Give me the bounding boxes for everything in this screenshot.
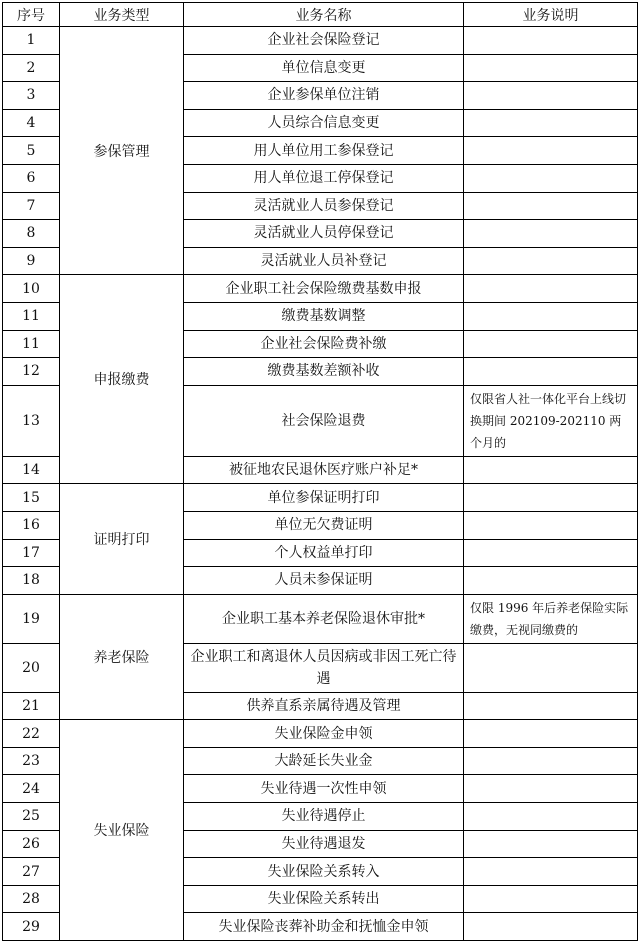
business-name: 用人单位退工停保登记 [184, 164, 464, 192]
business-note [464, 82, 638, 110]
business-name: 企业职工社会保险缴费基数申报 [184, 275, 464, 303]
table-row [3, 275, 638, 303]
row-number: 5 [3, 137, 60, 165]
business-name: 灵活就业人员补登记 [184, 247, 464, 275]
header-name: 业务名称 [184, 3, 464, 27]
business-type: 申报缴费 [60, 275, 184, 484]
row-number: 11 [3, 302, 60, 330]
business-note [464, 220, 638, 248]
table-row [3, 27, 638, 55]
row-number: 1 [3, 27, 60, 55]
business-name: 失业待遇退发 [184, 830, 464, 858]
business-name: 失业保险丧葬补助金和抚恤金申领 [184, 913, 464, 941]
table-row [3, 484, 638, 512]
business-name: 失业保险关系转出 [184, 885, 464, 913]
header-type: 业务类型 [60, 3, 184, 27]
business-type: 养老保险 [60, 594, 184, 720]
business-note [464, 484, 638, 512]
business-name: 失业保险关系转入 [184, 858, 464, 886]
business-name: 企业职工和离退休人员因病或非因工死亡待遇 [184, 643, 464, 692]
row-number: 20 [3, 643, 60, 692]
row-number: 16 [3, 511, 60, 539]
business-type: 失业保险 [60, 720, 184, 941]
business-name: 人员综合信息变更 [184, 109, 464, 137]
row-number: 28 [3, 885, 60, 913]
business-note: 仅限 1996 年后养老保险实际缴费，无视同缴费的 [464, 594, 638, 643]
row-number: 24 [3, 775, 60, 803]
row-number: 21 [3, 692, 60, 720]
business-note: 仅限省人社一体化平台上线切换期间 202109-202110 两个月的 [464, 385, 638, 456]
row-number: 18 [3, 567, 60, 595]
business-note [464, 137, 638, 165]
header-row [3, 3, 638, 27]
row-number: 26 [3, 830, 60, 858]
business-name: 缴费基数差额补收 [184, 358, 464, 386]
business-name: 社会保险退费 [184, 385, 464, 456]
row-number: 7 [3, 192, 60, 220]
business-name: 企业参保单位注销 [184, 82, 464, 110]
row-number: 12 [3, 358, 60, 386]
business-note [464, 803, 638, 831]
business-note [464, 164, 638, 192]
business-name: 单位无欠费证明 [184, 511, 464, 539]
business-note [464, 539, 638, 567]
table-body [3, 27, 638, 941]
business-note [464, 775, 638, 803]
business-note [464, 247, 638, 275]
business-note [464, 692, 638, 720]
business-name: 缴费基数调整 [184, 302, 464, 330]
row-number: 11 [3, 330, 60, 358]
business-name: 单位信息变更 [184, 54, 464, 82]
row-number: 4 [3, 109, 60, 137]
business-name: 被征地农民退休医疗账户补足* [184, 456, 464, 484]
business-name: 失业待遇一次性申领 [184, 775, 464, 803]
row-number: 10 [3, 275, 60, 303]
business-name: 企业职工基本养老保险退休审批* [184, 594, 464, 643]
business-note [464, 511, 638, 539]
row-number: 29 [3, 913, 60, 941]
business-note [464, 27, 638, 55]
row-number: 17 [3, 539, 60, 567]
business-note [464, 567, 638, 595]
header-no: 序号 [3, 3, 60, 27]
business-note [464, 830, 638, 858]
row-number: 27 [3, 858, 60, 886]
table-row [3, 594, 638, 643]
business-note [464, 643, 638, 692]
row-number: 3 [3, 82, 60, 110]
business-name: 灵活就业人员参保登记 [184, 192, 464, 220]
business-note [464, 54, 638, 82]
business-name: 个人权益单打印 [184, 539, 464, 567]
business-note [464, 858, 638, 886]
header-note: 业务说明 [464, 3, 638, 27]
row-number: 6 [3, 164, 60, 192]
business-note [464, 913, 638, 941]
business-note [464, 358, 638, 386]
business-note [464, 275, 638, 303]
business-note [464, 192, 638, 220]
row-number: 22 [3, 720, 60, 748]
row-number: 8 [3, 220, 60, 248]
business-note [464, 302, 638, 330]
business-note [464, 747, 638, 775]
business-type: 证明打印 [60, 484, 184, 594]
business-name: 用人单位用工参保登记 [184, 137, 464, 165]
business-name: 失业待遇停止 [184, 803, 464, 831]
business-type: 参保管理 [60, 27, 184, 275]
business-note [464, 456, 638, 484]
business-name: 人员未参保证明 [184, 567, 464, 595]
business-name: 失业保险金申领 [184, 720, 464, 748]
business-note [464, 720, 638, 748]
row-number: 14 [3, 456, 60, 484]
row-number: 15 [3, 484, 60, 512]
business-name: 大龄延长失业金 [184, 747, 464, 775]
business-note [464, 109, 638, 137]
business-note [464, 885, 638, 913]
row-number: 25 [3, 803, 60, 831]
business-name: 灵活就业人员停保登记 [184, 220, 464, 248]
business-name: 企业社会保险费补缴 [184, 330, 464, 358]
business-name: 企业社会保险登记 [184, 27, 464, 55]
row-number: 19 [3, 594, 60, 643]
row-number: 9 [3, 247, 60, 275]
row-number: 13 [3, 385, 60, 456]
table-row [3, 720, 638, 748]
business-name: 供养直系亲属待遇及管理 [184, 692, 464, 720]
row-number: 23 [3, 747, 60, 775]
services-table [2, 2, 638, 941]
row-number: 2 [3, 54, 60, 82]
business-name: 单位参保证明打印 [184, 484, 464, 512]
business-note [464, 330, 638, 358]
